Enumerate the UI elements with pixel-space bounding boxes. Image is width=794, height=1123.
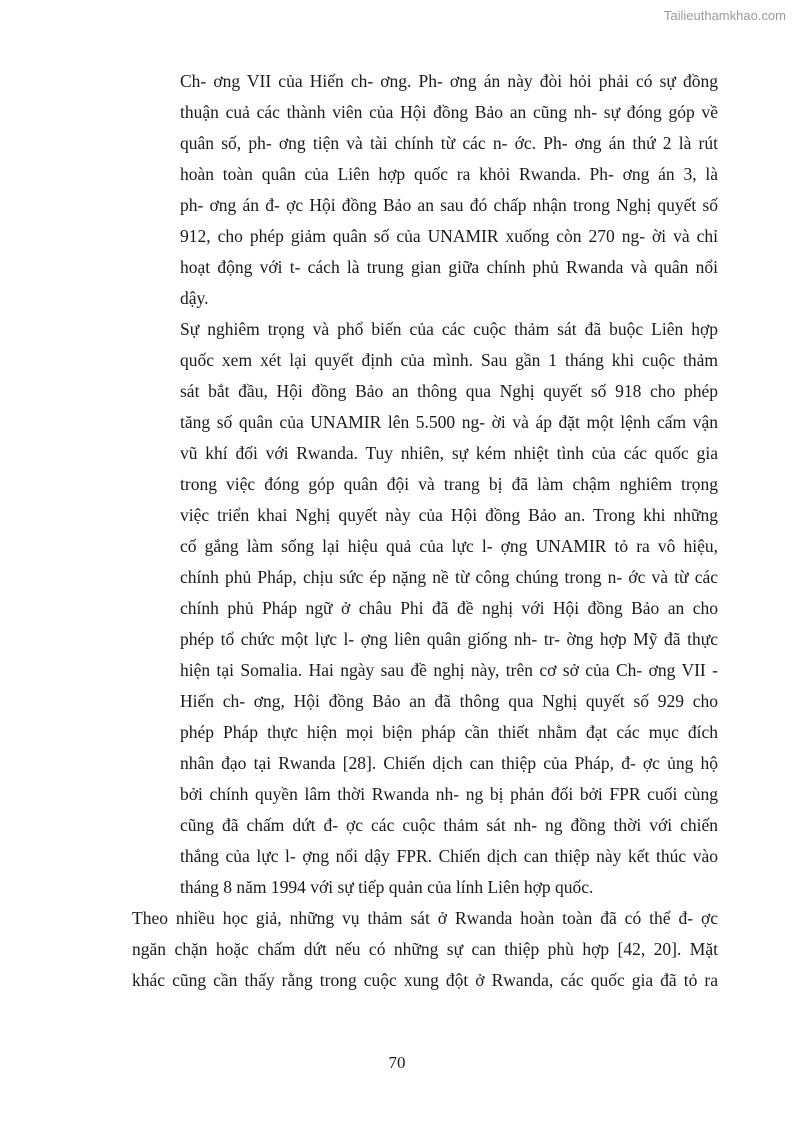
text-line: thắng của lực l- ợng nổi dậy FPR. Chiến dịch can thiệp này kết thúc vào — [180, 846, 718, 866]
text-line: cố gắng làm sống lại hiệu quả của lực l- ợng UNAMIR tỏ ra vô hiệu, — [180, 536, 718, 556]
text-line: Ch- ơng VII của Hiến ch- ơng. Ph- ơng án này đòi hỏi phải có sự đồng — [180, 71, 718, 91]
text-line: chính phủ Pháp ngữ ở châu Phi đã đề nghị với Hội đồng Bảo an cho — [180, 598, 718, 618]
watermark-text: Tailieuthamkhao.com — [663, 8, 786, 23]
text-line: nhân đạo tại Rwanda [28]. Chiến dịch can thiệp của Pháp, đ- ợc ủng hộ — [180, 753, 718, 773]
text-line: Sự nghiêm trọng và phổ biến của các cuộc thảm sát đã buộc Liên hợp — [180, 319, 718, 339]
text-line: 912, cho phép giảm quân số của UNAMIR xuống còn 270 ng- ời và chỉ — [180, 226, 718, 246]
text-line: dậy. — [180, 288, 209, 308]
text-line: vũ khí đối với Rwanda. Tuy nhiên, sự kém nhiệt tình của các quốc gia — [180, 443, 718, 463]
text-line: hoàn toàn quân của Liên hợp quốc ra khỏi Rwanda. Ph- ơng án 3, là — [180, 164, 718, 184]
text-line: quốc xem xét lại quyết định của mình. Sau gần 1 tháng khi cuộc thảm — [180, 350, 718, 370]
text-line: khác cũng cần thấy rằng trong cuộc xung đột ở Rwanda, các quốc gia đã tỏ ra — [132, 970, 718, 990]
text-line: thuận cuả các thành viên của Hội đồng Bảo an cũng nh- sự đóng góp về — [180, 102, 718, 122]
text-line: việc triển khai Nghị quyết này của Hội đồng Bảo an. Trong khi những — [180, 505, 718, 525]
text-line: Hiến ch- ơng, Hội đồng Bảo an đã thông qua Nghị quyết số 929 cho — [180, 691, 718, 711]
text-line: sát bắt đầu, Hội đồng Bảo an thông qua Nghị quyết số 918 cho phép — [180, 381, 718, 401]
text-line: cũng đã chấm dứt đ- ợc các cuộc thảm sát nh- ng đồng thời với chiến — [180, 815, 718, 835]
text-line: phép Pháp thực hiện mọi biện pháp cần thiết nhằm đạt các mục đích — [180, 722, 718, 742]
text-line: bởi chính quyền lâm thời Rwanda nh- ng bị phản đối bởi FPR cuối cùng — [180, 784, 718, 804]
text-line: hoạt động với t- cách là trung gian giữa chính phủ Rwanda và quân nổi — [180, 257, 718, 277]
text-line: chính phủ Pháp, chịu sức ép nặng nề từ công chúng trong n- ớc và từ các — [180, 567, 718, 587]
text-line: hiện tại Somalia. Hai ngày sau đề nghị này, trên cơ sở của Ch- ơng VII - — [180, 660, 718, 680]
text-line: Theo nhiều học giả, những vụ thảm sát ở Rwanda hoàn toàn đã có thể đ- ợc — [132, 908, 718, 928]
text-line: tăng số quân của UNAMIR lên 5.500 ng- ời và áp đặt một lệnh cấm vận — [180, 412, 718, 432]
text-line: tháng 8 năm 1994 với sự tiếp quản của lính Liên hợp quốc. — [180, 877, 594, 897]
text-line: ph- ơng án đ- ợc Hội đồng Bảo an sau đó chấp nhận trong Nghị quyết số — [180, 195, 718, 215]
page-number: 70 — [388, 1053, 406, 1072]
text-line: phép tổ chức một lực l- ợng liên quân giống nh- tr- ờng hợp Mỹ đã thực — [180, 629, 718, 649]
text-line: ngăn chặn hoặc chấm dứt nếu có những sự can thiệp phù hợp [42, 20]. Mặt — [132, 939, 718, 959]
text-line: quân số, ph- ơng tiện và tài chính từ các n- ớc. Ph- ơng án thứ 2 là rút — [180, 133, 718, 153]
text-line: trong việc đóng góp quân đội và trang bị đã làm chậm nghiêm trọng — [180, 474, 718, 494]
